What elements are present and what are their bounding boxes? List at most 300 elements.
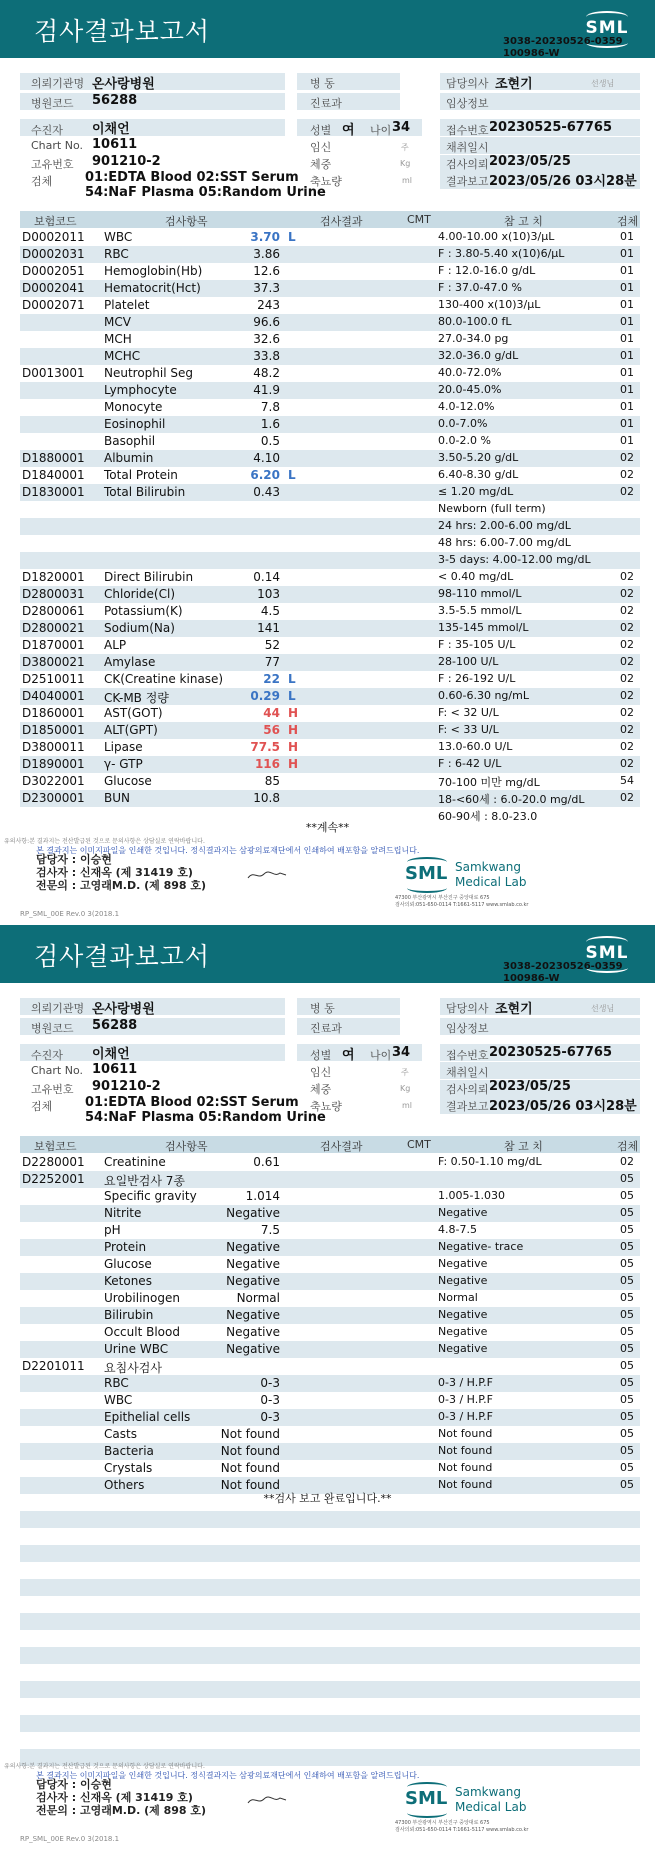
reference-range-cell: 60-90세 : 8.0-23.0: [438, 810, 538, 823]
result-cell: 7.8: [260, 400, 280, 414]
table-row: [20, 1375, 640, 1392]
footer-small-line: 유의사항:본 결과지는 전산발급된 것으로 문의사항은 상담실로 연락바랍니다.: [4, 1763, 205, 1770]
specimen-cell: 01: [620, 247, 634, 260]
specimen-cell: 02: [620, 723, 634, 736]
table-row: [20, 569, 640, 586]
specimen-cell: 05: [620, 1325, 634, 1338]
reference-range-cell: 4.00-10.00 x(10)3/µL: [438, 230, 555, 243]
specimen-cell: 05: [620, 1427, 634, 1440]
table-row: [20, 722, 640, 739]
test-name-cell: ALT(GPT): [104, 723, 158, 737]
table-row: [20, 620, 640, 637]
result-cell: 0.5: [260, 434, 280, 448]
table-row: [20, 1460, 640, 1477]
test-name-cell: 요일반검사 7종: [104, 1174, 186, 1188]
reference-range-cell: 3.5-5.5 mmol/L: [438, 604, 522, 617]
reference-range-cell: F : 6-42 U/L: [438, 757, 502, 770]
test-name-cell: Platelet: [104, 298, 150, 312]
reference-range-cell: F: < 32 U/L: [438, 706, 499, 719]
result-cell: 44: [263, 706, 280, 720]
insurance-code-cell: D1820001: [22, 570, 85, 584]
flag-cell: L: [288, 230, 296, 244]
result-cell: 0.43: [253, 485, 280, 499]
collect-label: 채취일시: [446, 1066, 489, 1079]
test-name-cell: RBC: [104, 1376, 129, 1390]
test-name-cell: Chloride(Cl): [104, 587, 176, 601]
insurance-code-cell: D1880001: [22, 451, 85, 465]
age-label: 나이: [370, 1049, 392, 1062]
result-cell: Negative: [226, 1206, 280, 1220]
table-row: [20, 1188, 640, 1205]
insurance-code-cell: D1860001: [22, 706, 85, 720]
test-name-cell: 요침사검사: [104, 1361, 162, 1375]
flag-cell: H: [288, 740, 299, 754]
header-result: 검사결과: [320, 1140, 363, 1153]
specimen-cell: 05: [620, 1257, 634, 1270]
header-ref: 참 고 치: [504, 215, 543, 228]
signature-block: 담당자 : 이승현 검사자 : 신재옥 (제 31419 호) 전문의 : 고영래M.D. (제 898 호): [36, 853, 207, 892]
table-row: [20, 450, 640, 467]
specimen-cell: 02: [620, 689, 634, 702]
result-cell: 85: [264, 774, 280, 788]
reference-range-cell: 0.0-2.0 %: [438, 434, 491, 447]
specimen-cell: 01: [620, 281, 634, 294]
reference-range-cell: F: 0.50-1.10 mg/dL: [438, 1155, 542, 1168]
result-cell: 4.10: [253, 451, 280, 465]
sex-label: 성별: [310, 1049, 332, 1062]
report-label: 결과보고: [446, 1100, 489, 1113]
table-row: [20, 637, 640, 654]
patient-value: 이채언: [92, 122, 130, 137]
test-name-cell: Specific gravity: [104, 1189, 197, 1203]
results-table-header: [20, 211, 640, 228]
table-row: [20, 1392, 640, 1409]
institution-value: 온사랑병원: [92, 1002, 155, 1017]
specimen-line-1: 01:EDTA Blood 02:SST Serum: [85, 1095, 299, 1110]
flag-cell: H: [288, 706, 299, 720]
reference-range-cell: 48 hrs: 6.00-7.00 mg/dL: [438, 536, 571, 549]
insurance-code-cell: D0002071: [22, 298, 85, 312]
result-cell: 0-3: [260, 1376, 280, 1390]
test-name-cell: Urobilinogen: [104, 1291, 180, 1305]
result-cell: 32.6: [253, 332, 280, 346]
test-name-cell: ALP: [104, 638, 127, 652]
insurance-code-cell: D1830001: [22, 485, 85, 499]
specimen-cell: 01: [620, 400, 634, 413]
table-row: [20, 552, 640, 569]
reference-range-cell: 32.0-36.0 g/dL: [438, 349, 519, 362]
result-cell: 0-3: [260, 1393, 280, 1407]
insurance-code-cell: D4040001: [22, 689, 85, 703]
test-name-cell: Lymphocyte: [104, 383, 177, 397]
specimen-cell: 02: [620, 587, 634, 600]
reference-range-cell: 4.0-12.0%: [438, 400, 495, 413]
specimen-cell: 01: [620, 332, 634, 345]
specimen-line-2: 54:NaF Plasma 05:Random Urine: [85, 1110, 326, 1125]
table-row: [20, 416, 640, 433]
test-name-cell: Hemoglobin(Hb): [104, 264, 203, 278]
test-name-cell: Casts: [104, 1427, 137, 1441]
insurance-code-cell: D0002031: [22, 247, 85, 261]
specimen-cell: 01: [620, 298, 634, 311]
specimen-cell: 02: [620, 468, 634, 481]
registration-number: 3038-20230526-0359 100986-W: [503, 36, 623, 59]
test-name-cell: Eosinophil: [104, 417, 166, 431]
urine-label: 축뇨량: [310, 1100, 342, 1113]
table-row: [20, 773, 640, 790]
table-row: [20, 1579, 640, 1596]
table-row: [20, 1154, 640, 1171]
flag-cell: L: [288, 689, 296, 703]
reference-range-cell: Negative- trace: [438, 1240, 524, 1253]
reference-range-cell: Negative: [438, 1257, 488, 1270]
specimen-cell: 05: [620, 1172, 634, 1185]
specimen-cell: 05: [620, 1291, 634, 1304]
reference-range-cell: F : 26-192 U/L: [438, 672, 516, 685]
result-cell: 77: [264, 655, 280, 669]
result-cell: 3.86: [253, 247, 280, 261]
institution-label: 의뢰기관명: [31, 77, 85, 90]
insurance-code-cell: D2280001: [22, 1155, 85, 1169]
continue-text: **계속**: [305, 821, 350, 834]
reference-range-cell: Newborn (full term): [438, 502, 546, 515]
table-row: [20, 1239, 640, 1256]
table-row: [20, 433, 640, 450]
doctor-label: 담당의사: [446, 77, 489, 90]
result-cell: 41.9: [253, 383, 280, 397]
reference-range-cell: Negative: [438, 1342, 488, 1355]
test-name-cell: Total Bilirubin: [104, 485, 186, 499]
pregnancy-unit: 주: [401, 143, 409, 152]
patient-label: 수진자: [31, 124, 63, 137]
result-cell: 7.5: [260, 1223, 280, 1237]
result-cell: 6.20: [250, 468, 280, 482]
table-row: [20, 1307, 640, 1324]
table-row: [20, 348, 640, 365]
result-cell: Not found: [220, 1478, 280, 1492]
table-row: [20, 790, 640, 807]
pregnancy-label: 임신: [310, 141, 332, 154]
test-name-cell: Direct Bilirubin: [104, 570, 194, 584]
table-row: [20, 1715, 640, 1732]
test-name-cell: pH: [104, 1223, 121, 1237]
result-cell: 22: [263, 672, 280, 686]
result-cell: 3.70: [250, 230, 280, 244]
doctor-value: 조현기: [495, 1002, 533, 1017]
specimen-cell: 05: [620, 1461, 634, 1474]
specimen-cell: 02: [620, 570, 634, 583]
table-row: [20, 1545, 640, 1562]
result-cell: 4.5: [260, 604, 280, 618]
table-row: [20, 1222, 640, 1239]
signature-icon: [246, 868, 288, 882]
sml-logo-icon: SML: [580, 936, 634, 966]
table-row: [20, 1511, 640, 1528]
reference-range-cell: Negative: [438, 1308, 488, 1321]
specimen-cell: 05: [620, 1359, 634, 1372]
test-name-cell: Occult Blood: [104, 1325, 180, 1339]
reference-range-cell: Not found: [438, 1427, 493, 1440]
table-row: [20, 263, 640, 280]
ward-label: 병 동: [310, 77, 335, 90]
test-name-cell: Protein: [104, 1240, 147, 1254]
specimen-cell: 05: [620, 1274, 634, 1287]
test-name-cell: MCV: [104, 315, 131, 329]
request-value: 2023/05/25: [489, 1079, 571, 1094]
specimen-cell: 05: [620, 1376, 634, 1389]
clinical-label: 임상정보: [446, 97, 489, 110]
result-cell: 0.29: [250, 689, 280, 703]
reference-range-cell: 6.40-8.30 g/dL: [438, 468, 519, 481]
reference-range-cell: 3.50-5.20 g/dL: [438, 451, 519, 464]
flag-cell: L: [288, 672, 296, 686]
lab-address: 47300 부산광역시 부산진구 중앙대로 675 검사의뢰:051-650-0114 T:1661-5117 www.smlab.co.kr: [395, 1820, 529, 1833]
header-result: 검사결과: [320, 215, 363, 228]
ward-label: 병 동: [310, 1002, 335, 1015]
patient-value: 이채언: [92, 1047, 130, 1062]
insurance-code-cell: D3800021: [22, 655, 85, 669]
specimen-cell: 54: [620, 774, 634, 787]
specimen-cell: 02: [620, 621, 634, 634]
table-row: [20, 501, 640, 518]
reference-range-cell: 0-3 / H.P.F: [438, 1410, 493, 1423]
reference-range-cell: 0.60-6.30 ng/mL: [438, 689, 529, 702]
specimen-cell: 02: [620, 451, 634, 464]
dept-label: 진료과: [310, 97, 342, 110]
test-name-cell: Albumin: [104, 451, 154, 465]
samkwang-logo-icon: SML Samkwang Medical Lab: [405, 1780, 535, 1820]
sex-value: 여: [342, 1048, 355, 1063]
reference-range-cell: < 0.40 mg/dL: [438, 570, 514, 583]
reference-range-cell: Not found: [438, 1444, 493, 1457]
table-row: [20, 280, 640, 297]
specimen-cell: 02: [620, 791, 634, 804]
specimen-cell: 02: [620, 485, 634, 498]
specimen-cell: 02: [620, 638, 634, 651]
table-row: [20, 1341, 640, 1358]
request-label: 검사의뢰: [446, 158, 489, 171]
test-name-cell: Monocyte: [104, 400, 163, 414]
result-cell: 141: [257, 621, 280, 635]
form-revision: RP_SML_00E Rev.0 3(2018.1: [20, 910, 120, 918]
reference-range-cell: F : 3.80-5.40 x(10)6/µL: [438, 247, 565, 260]
table-row: [20, 297, 640, 314]
chart-label: Chart No.: [31, 1064, 83, 1077]
reference-range-cell: 28-100 U/L: [438, 655, 499, 668]
specimen-cell: 05: [620, 1478, 634, 1491]
table-row: [20, 1358, 640, 1375]
test-name-cell: γ- GTP: [104, 757, 143, 771]
weight-unit: Kg: [400, 1084, 411, 1093]
result-cell: 1.014: [245, 1189, 280, 1203]
table-row: [20, 331, 640, 348]
specimen-label: 검체: [31, 175, 53, 188]
specimen-line-2: 54:NaF Plasma 05:Random Urine: [85, 185, 326, 200]
header-item: 검사항목: [165, 1140, 208, 1153]
table-row: [20, 1596, 640, 1613]
test-name-cell: Hematocrit(Hct): [104, 281, 201, 295]
id-label: 고유번호: [31, 1083, 74, 1096]
hospital-code-label: 병원코드: [31, 97, 74, 110]
reference-range-cell: Negative: [438, 1206, 488, 1219]
insurance-code-cell: D0013001: [22, 366, 85, 380]
urine-unit: ml: [402, 1101, 413, 1110]
test-name-cell: Nitrite: [104, 1206, 142, 1220]
reference-range-cell: 27.0-34.0 pg: [438, 332, 509, 345]
reference-range-cell: 13.0-60.0 U/L: [438, 740, 513, 753]
signature-icon: [246, 1793, 288, 1807]
test-name-cell: MCH: [104, 332, 132, 346]
result-cell: Normal: [236, 1291, 280, 1305]
insurance-code-cell: D0002051: [22, 264, 85, 278]
report-title: 검사결과보고서: [34, 17, 211, 46]
test-name-cell: Epithelial cells: [104, 1410, 191, 1424]
report-title: 검사결과보고서: [34, 942, 211, 971]
specimen-cell: 01: [620, 434, 634, 447]
reference-range-cell: 98-110 mmol/L: [438, 587, 522, 600]
test-name-cell: Sodium(Na): [104, 621, 175, 635]
footer-small-line: 유의사항:본 결과지는 전산발급된 것으로 문의사항은 상담실로 연락바랍니다.: [4, 838, 205, 845]
reference-range-cell: 20.0-45.0%: [438, 383, 502, 396]
table-row: [20, 1681, 640, 1698]
insurance-code-cell: D2252001: [22, 1172, 85, 1186]
table-row: [20, 1698, 640, 1715]
report-value: 2023/05/26 03시28분: [489, 174, 637, 189]
result-cell: 96.6: [253, 315, 280, 329]
reference-range-cell: 0.0-7.0%: [438, 417, 488, 430]
header-ref: 참 고 치: [504, 1140, 543, 1153]
insurance-code-cell: D2300001: [22, 791, 85, 805]
urine-unit: ml: [402, 176, 413, 185]
header-cmt: CMT: [407, 1138, 431, 1151]
specimen-cell: 01: [620, 315, 634, 328]
test-name-cell: Amylase: [104, 655, 156, 669]
result-cell: Not found: [220, 1427, 280, 1441]
result-cell: 116: [254, 757, 280, 771]
results-table-header: [20, 1136, 640, 1153]
result-cell: 1.6: [260, 417, 280, 431]
specimen-cell: 02: [620, 706, 634, 719]
registration-number: 3038-20230526-0359 100986-W: [503, 961, 623, 984]
lab-address: 47300 부산광역시 부산진구 중앙대로 675 검사의뢰:051-650-0114 T:1661-5117 www.smlab.co.kr: [395, 895, 529, 908]
test-name-cell: Urine WBC: [104, 1342, 169, 1356]
test-name-cell: Others: [104, 1478, 145, 1492]
results-table: [20, 1154, 640, 1766]
result-cell: Negative: [226, 1257, 280, 1271]
table-row: [20, 365, 640, 382]
pregnancy-label: 임신: [310, 1066, 332, 1079]
sex-value: 여: [342, 123, 355, 138]
table-row: [20, 1409, 640, 1426]
test-name-cell: Ketones: [104, 1274, 152, 1288]
result-cell: 10.8: [253, 791, 280, 805]
hospital-code-label: 병원코드: [31, 1022, 74, 1035]
insurance-code-cell: D1850001: [22, 723, 85, 737]
doctor-label: 담당의사: [446, 1002, 489, 1015]
sml-logo-icon: SML: [580, 11, 634, 41]
test-name-cell: BUN: [104, 791, 130, 805]
report-complete-text: **검사 보고 완료입니다.**: [263, 1492, 392, 1505]
id-value: 901210-2: [92, 154, 161, 169]
hospital-code-value: 56288: [92, 93, 138, 108]
table-row: [20, 688, 640, 705]
receipt-label: 접수번호: [446, 1049, 489, 1062]
insurance-code-cell: D2510011: [22, 672, 85, 686]
specimen-line-1: 01:EDTA Blood 02:SST Serum: [85, 170, 299, 185]
result-cell: Negative: [226, 1240, 280, 1254]
reference-range-cell: Not found: [438, 1478, 493, 1491]
reference-range-cell: 80.0-100.0 fL: [438, 315, 512, 328]
doctor-value: 조현기: [495, 77, 533, 92]
flag-cell: L: [288, 468, 296, 482]
table-row: [20, 1528, 640, 1545]
insurance-code-cell: D1870001: [22, 638, 85, 652]
specimen-cell: 01: [620, 349, 634, 362]
reference-range-cell: F : 35-105 U/L: [438, 638, 516, 651]
result-cell: Negative: [226, 1342, 280, 1356]
header-code: 보험코드: [34, 1140, 77, 1153]
result-cell: 77.5: [250, 740, 280, 754]
specimen-cell: 01: [620, 230, 634, 243]
institution-label: 의뢰기관명: [31, 1002, 85, 1015]
test-name-cell: Bilirubin: [104, 1308, 154, 1322]
table-row: [20, 671, 640, 688]
chart-label: Chart No.: [31, 139, 83, 152]
receipt-value: 20230525-67765: [489, 1045, 612, 1060]
reference-range-cell: Negative: [438, 1274, 488, 1287]
reference-range-cell: 4.8-7.5: [438, 1223, 477, 1236]
reference-range-cell: 1.005-1.030: [438, 1189, 505, 1202]
id-label: 고유번호: [31, 158, 74, 171]
form-revision: RP_SML_00E Rev.0 3(2018.1: [20, 1835, 120, 1843]
test-name-cell: Lipase: [104, 740, 143, 754]
result-cell: 0.14: [253, 570, 280, 584]
test-name-cell: CK(Creatine kinase): [104, 672, 224, 686]
doctor-suffix: 선생님: [591, 79, 615, 88]
doctor-suffix: 선생님: [591, 1004, 615, 1013]
specimen-cell: 02: [620, 740, 634, 753]
insurance-code-cell: D2800031: [22, 587, 85, 601]
sex-label: 성별: [310, 124, 332, 137]
table-row: [20, 1613, 640, 1630]
hospital-code-value: 56288: [92, 1018, 138, 1033]
table-row: [20, 314, 640, 331]
footer-note: 본 결과지는 이미지파일을 인쇄한 것입니다. 정식결과지는 삼광의료재단에서 인쇄하여 배포함을 알려드립니다.: [36, 846, 420, 855]
report-value: 2023/05/26 03시28분: [489, 1099, 637, 1114]
pregnancy-unit: 주: [401, 1068, 409, 1077]
result-cell: 56: [263, 723, 280, 737]
table-row: [20, 382, 640, 399]
reference-range-cell: F: < 33 U/L: [438, 723, 499, 736]
age-value: 34: [392, 1045, 411, 1060]
result-cell: Not found: [220, 1461, 280, 1475]
insurance-code-cell: D2800061: [22, 604, 85, 618]
reference-range-cell: 3-5 days: 4.00-12.00 mg/dL: [438, 553, 591, 566]
report-page-2: [0, 925, 655, 1850]
table-row: [20, 1426, 640, 1443]
test-name-cell: WBC: [104, 1393, 133, 1407]
samkwang-logo-icon: SML Samkwang Medical Lab: [405, 855, 535, 895]
reference-range-cell: F : 12.0-16.0 g/dL: [438, 264, 536, 277]
result-cell: 243: [257, 298, 280, 312]
reference-range-cell: 135-145 mmol/L: [438, 621, 529, 634]
table-row: [20, 484, 640, 501]
specimen-cell: 01: [620, 417, 634, 430]
urine-label: 축뇨량: [310, 175, 342, 188]
header-spec: 검체: [617, 1140, 639, 1153]
signature-block: 담당자 : 이승현 검사자 : 신재옥 (제 31419 호) 전문의 : 고영래M.D. (제 898 호): [36, 1778, 207, 1817]
test-name-cell: Potassium(K): [104, 604, 183, 618]
